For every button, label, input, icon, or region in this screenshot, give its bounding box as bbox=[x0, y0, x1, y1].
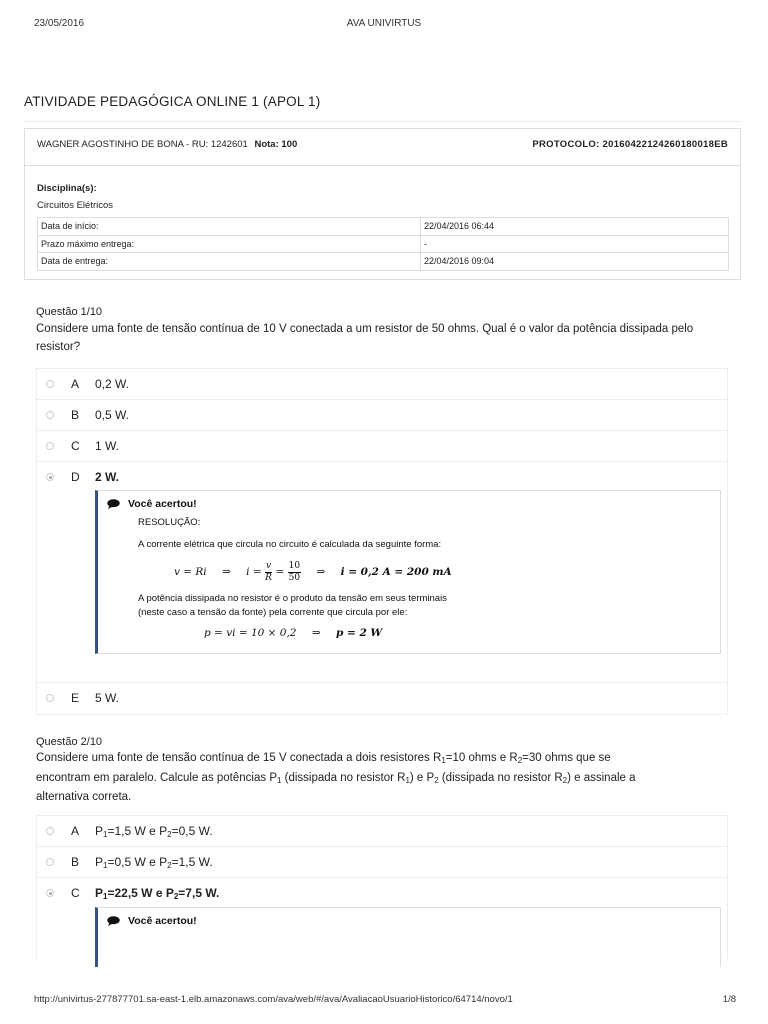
text-fragment: =7,5 W. bbox=[178, 886, 220, 900]
subscript: 1 bbox=[103, 830, 108, 839]
deadline-label: Prazo máximo entrega: bbox=[38, 235, 421, 253]
feedback-title: Você acertou! bbox=[128, 915, 197, 927]
text-fragment: =1,5 W e P bbox=[107, 824, 168, 838]
equation-1 bbox=[174, 559, 452, 585]
student-name: WAGNER AGOSTINHO DE BONA - RU: 1242601 bbox=[37, 139, 248, 150]
radio-button-checked[interactable] bbox=[46, 473, 54, 481]
text-fragment: =22,5 W e P bbox=[107, 886, 174, 900]
implies-arrow: ⇒ bbox=[316, 566, 326, 578]
option-e[interactable] bbox=[37, 683, 727, 714]
protocol-number: PROTOCOLO: 20160422124260180018EB bbox=[532, 139, 728, 150]
question-2-number: Questão 2/10 bbox=[36, 736, 103, 748]
subscript: 2 bbox=[167, 830, 172, 839]
text-fragment: (dissipada no resistor R bbox=[438, 771, 563, 784]
delivery-date-label: Data de entrega: bbox=[38, 253, 421, 271]
equation-result: i = 0,2 A = 200 mA bbox=[340, 566, 452, 578]
option-b[interactable] bbox=[37, 400, 727, 431]
fraction-denominator: 50 bbox=[288, 572, 301, 583]
fraction-numerator: 10 bbox=[288, 560, 301, 571]
table-row bbox=[38, 218, 729, 236]
resolution-line-1: A corrente elétrica que circula no circuito é calculada da seguinte forma: bbox=[138, 539, 442, 550]
question-2-options bbox=[36, 815, 728, 959]
option-letter: C bbox=[71, 886, 80, 900]
implies-arrow: ⇒ bbox=[311, 627, 321, 639]
fraction-numerator: v bbox=[266, 560, 272, 571]
table-row bbox=[38, 253, 729, 271]
radio-button[interactable] bbox=[46, 694, 54, 702]
question-1-options bbox=[36, 368, 728, 715]
radio-button[interactable] bbox=[46, 411, 54, 419]
speech-bubble-icon bbox=[107, 916, 120, 926]
speech-bubble-icon bbox=[107, 499, 120, 509]
deadline-value: - bbox=[421, 235, 729, 253]
subscript: 1 bbox=[103, 861, 108, 870]
equation-text: i = bbox=[246, 566, 262, 578]
table-row bbox=[38, 235, 729, 253]
subscript: 2 bbox=[434, 775, 439, 785]
option-letter: D bbox=[71, 470, 80, 484]
text-fragment: =1,5 W. bbox=[171, 855, 213, 869]
text-fragment: (dissipada no resistor R bbox=[281, 771, 406, 784]
option-text: 1 W. bbox=[95, 439, 120, 453]
assessment-info-panel bbox=[24, 128, 741, 280]
radio-button[interactable] bbox=[46, 380, 54, 388]
option-a[interactable] bbox=[37, 816, 727, 847]
option-c[interactable] bbox=[37, 431, 727, 462]
grade-label: Nota: 100 bbox=[254, 139, 298, 150]
text-fragment: P bbox=[95, 886, 104, 900]
resolution-line-3: (neste caso a tensão da fonte) pela corrente que circula por ele: bbox=[138, 607, 408, 618]
text-fragment: P bbox=[95, 824, 104, 838]
student-info bbox=[37, 139, 297, 150]
delivery-date-value: 22/04/2016 09:04 bbox=[421, 253, 729, 271]
feedback-box bbox=[95, 907, 721, 967]
radio-button-checked[interactable] bbox=[46, 889, 54, 897]
option-text: 2 W. bbox=[95, 470, 120, 484]
resolution-line-2: A potência dissipada no resistor é o produto da tensão em seus terminais bbox=[138, 593, 447, 604]
question-1-text: Considere uma fonte de tensão contínua de 10 V conectada a um resistor de 50 ohms. Qual é o valor da potência dissipada pelo resistor? bbox=[36, 323, 694, 353]
radio-button[interactable] bbox=[46, 827, 54, 835]
student-bar bbox=[25, 129, 740, 166]
option-letter: E bbox=[71, 691, 80, 705]
option-c-selected[interactable] bbox=[37, 878, 727, 960]
subscript: 2 bbox=[517, 756, 523, 765]
discipline-label: Disciplina(s): bbox=[37, 183, 97, 194]
fraction-denominator: R bbox=[265, 572, 272, 583]
question-2-line-1 bbox=[36, 750, 716, 770]
question-2-line-3: alternativa correta. bbox=[36, 791, 132, 803]
equation-2 bbox=[204, 627, 382, 639]
page-number: 1/8 bbox=[722, 994, 736, 1005]
page-title: ATIVIDADE PEDAGÓGICA ONLINE 1 (APOL 1) bbox=[24, 94, 321, 109]
question-1-number: Questão 1/10 bbox=[36, 306, 103, 318]
text-fragment: encontram em paralelo. Calcule as potências P bbox=[36, 771, 277, 784]
equals-sign: = bbox=[275, 566, 285, 578]
option-a[interactable] bbox=[37, 369, 727, 400]
option-text bbox=[95, 824, 213, 839]
option-text: 0,2 W. bbox=[95, 377, 130, 391]
option-letter: B bbox=[71, 408, 80, 422]
implies-arrow: ⇒ bbox=[222, 566, 231, 578]
question-2-text bbox=[36, 750, 716, 807]
print-site-title: AVA UNIVIRTUS bbox=[346, 18, 422, 29]
start-date-value: 22/04/2016 06:44 bbox=[421, 218, 729, 236]
fraction bbox=[265, 561, 272, 584]
feedback-title: Você acertou! bbox=[128, 498, 197, 510]
print-date: 23/05/2016 bbox=[34, 18, 85, 29]
text-fragment: P bbox=[95, 855, 104, 869]
option-letter: A bbox=[71, 377, 80, 391]
equation-text: v = Ri bbox=[174, 566, 207, 578]
text-fragment: ) e assinale a bbox=[567, 771, 636, 784]
text-fragment: =30 ohms que se bbox=[522, 752, 611, 764]
discipline-name: Circuitos Elétricos bbox=[37, 200, 114, 211]
radio-button[interactable] bbox=[46, 858, 54, 866]
dates-table bbox=[37, 217, 729, 271]
radio-button[interactable] bbox=[46, 442, 54, 450]
option-letter: A bbox=[71, 824, 80, 838]
text-fragment: =0,5 W. bbox=[171, 824, 213, 838]
option-text: 0,5 W. bbox=[95, 408, 130, 422]
option-b[interactable] bbox=[37, 847, 727, 878]
subscript: 1 bbox=[103, 892, 108, 901]
feedback-box bbox=[95, 490, 721, 654]
text-fragment: =0,5 W e P bbox=[107, 855, 168, 869]
text-fragment: =10 ohms e R bbox=[445, 752, 518, 764]
option-text bbox=[95, 886, 219, 901]
title-divider bbox=[24, 121, 741, 122]
subscript: 1 bbox=[441, 756, 446, 765]
text-fragment: Considere uma fonte de tensão contínua de 15 V conectada a dois resistores R bbox=[36, 752, 442, 764]
option-d-selected[interactable] bbox=[37, 462, 727, 683]
subscript: 2 bbox=[562, 775, 568, 785]
option-letter: B bbox=[71, 855, 80, 869]
option-text bbox=[95, 855, 213, 870]
subscript: 1 bbox=[277, 775, 282, 785]
text-fragment: ) e P bbox=[409, 771, 435, 784]
subscript: 2 bbox=[173, 892, 179, 901]
page-url: http://univirtus-277877701.sa-east-1.elb.amazonaws.com/ava/web/#/ava/AvaliacaoUsuarioHistorico/64714/novo/1 bbox=[34, 994, 513, 1005]
fraction bbox=[288, 561, 301, 584]
equation-result: p = 2 W bbox=[336, 627, 383, 639]
question-2-line-2 bbox=[36, 770, 716, 790]
option-text: 5 W. bbox=[95, 691, 120, 705]
subscript: 2 bbox=[167, 861, 172, 870]
start-date-label: Data de início: bbox=[38, 218, 421, 236]
equation-text: p = vi = 10 × 0,2 bbox=[204, 627, 297, 639]
subscript: 1 bbox=[405, 775, 410, 785]
resolution-heading: RESOLUÇÃO: bbox=[138, 517, 201, 528]
option-letter: C bbox=[71, 439, 80, 453]
